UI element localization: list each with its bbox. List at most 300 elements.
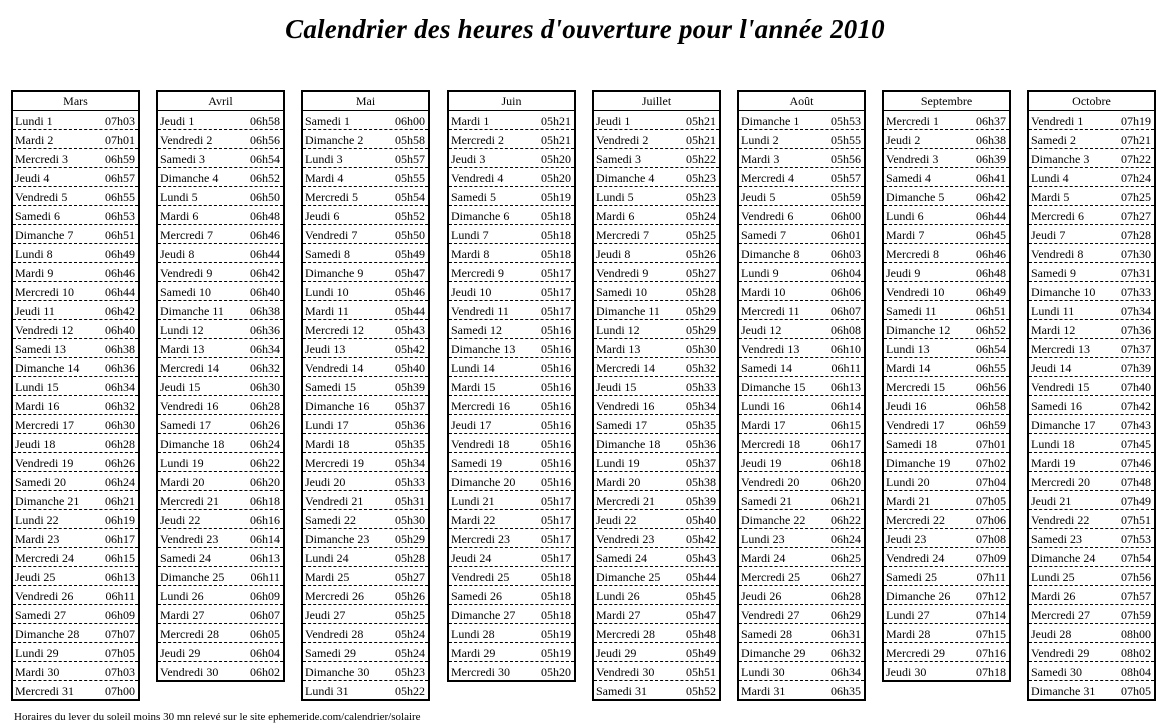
opening-time: 06h35	[831, 684, 861, 698]
day-label: Mardi 12	[1031, 323, 1076, 337]
opening-time: 05h23	[395, 665, 425, 679]
opening-time: 06h08	[831, 323, 861, 337]
day-label: Lundi 12	[596, 323, 640, 337]
day-label: Samedi 20	[15, 475, 66, 489]
day-label: Samedi 6	[15, 209, 60, 223]
day-label: Mardi 14	[886, 361, 931, 375]
opening-time: 05h38	[686, 475, 716, 489]
month-table	[301, 90, 430, 701]
footer-note: Horaires du lever du soleil moins 30 mn relevé sur le site ephemeride.com/calendrier/solaire	[14, 711, 421, 723]
opening-time: 05h55	[831, 133, 861, 147]
day-label: Vendredi 17	[886, 418, 945, 432]
day-label: Vendredi 28	[305, 627, 364, 641]
day-row	[739, 206, 864, 225]
day-row	[158, 130, 283, 149]
day-label: Samedi 12	[451, 323, 502, 337]
day-row	[739, 263, 864, 282]
day-label: Mardi 10	[741, 285, 786, 299]
day-label: Mercredi 9	[451, 266, 504, 280]
day-label: Lundi 5	[596, 190, 634, 204]
day-label: Samedi 31	[596, 684, 647, 698]
opening-time: 06h41	[976, 171, 1006, 185]
day-row	[158, 225, 283, 244]
day-label: Mardi 11	[305, 304, 349, 318]
day-label: Mardi 13	[596, 342, 641, 356]
day-row	[303, 225, 428, 244]
day-row	[449, 643, 574, 662]
day-row	[739, 168, 864, 187]
day-label: Samedi 2	[1031, 133, 1076, 147]
day-label: Mercredi 21	[160, 494, 219, 508]
day-row	[594, 396, 719, 415]
day-row	[158, 624, 283, 643]
day-label: Dimanche 11	[160, 304, 224, 318]
day-row	[739, 282, 864, 301]
day-row	[1029, 282, 1154, 301]
opening-time: 05h55	[395, 171, 425, 185]
opening-time: 05h27	[395, 570, 425, 584]
day-label: Vendredi 16	[160, 399, 219, 413]
opening-time: 05h42	[395, 342, 425, 356]
day-row	[884, 339, 1009, 358]
day-row	[303, 244, 428, 263]
day-label: Vendredi 8	[1031, 247, 1084, 261]
day-row	[739, 624, 864, 643]
day-row	[303, 396, 428, 415]
day-row	[1029, 529, 1154, 548]
opening-time: 06h49	[105, 247, 135, 261]
day-label: Vendredi 7	[305, 228, 358, 242]
opening-time: 05h25	[686, 228, 716, 242]
opening-time: 06h19	[105, 513, 135, 527]
day-row	[449, 510, 574, 529]
opening-time: 05h46	[395, 285, 425, 299]
opening-time: 06h38	[976, 133, 1006, 147]
day-label: Samedi 15	[305, 380, 356, 394]
opening-time: 07h34	[1121, 304, 1151, 318]
day-row	[13, 149, 138, 168]
day-row	[1029, 358, 1154, 377]
day-row	[303, 586, 428, 605]
opening-time: 05h35	[395, 437, 425, 451]
opening-time: 06h20	[250, 475, 280, 489]
day-label: Mercredi 26	[305, 589, 364, 603]
day-row	[739, 415, 864, 434]
day-label: Vendredi 13	[741, 342, 800, 356]
day-label: Mercredi 24	[15, 551, 74, 565]
day-row	[594, 472, 719, 491]
day-label: Mardi 22	[451, 513, 496, 527]
day-label: Jeudi 25	[15, 570, 56, 584]
day-label: Dimanche 24	[1031, 551, 1096, 565]
opening-time: 07h59	[1121, 608, 1151, 622]
day-row	[13, 510, 138, 529]
opening-time: 05h37	[395, 399, 425, 413]
day-label: Lundi 25	[1031, 570, 1075, 584]
day-row	[884, 130, 1009, 149]
day-row	[13, 605, 138, 624]
day-row	[594, 453, 719, 472]
day-row	[739, 377, 864, 396]
opening-time: 05h30	[686, 342, 716, 356]
day-label: Vendredi 26	[15, 589, 74, 603]
day-row	[1029, 567, 1154, 586]
opening-time: 07h05	[976, 494, 1006, 508]
opening-time: 06h26	[105, 456, 135, 470]
opening-time: 06h46	[105, 266, 135, 280]
day-label: Vendredi 10	[886, 285, 945, 299]
day-row	[739, 548, 864, 567]
day-row	[594, 225, 719, 244]
opening-time: 07h03	[105, 665, 135, 679]
opening-time: 07h30	[1121, 247, 1151, 261]
day-label: Jeudi 8	[160, 247, 195, 261]
day-label: Vendredi 4	[451, 171, 504, 185]
page-title: Calendrier des heures d'ouverture pour l'année 2010	[285, 14, 885, 44]
day-label: Mercredi 3	[15, 152, 68, 166]
day-label: Samedi 25	[886, 570, 937, 584]
opening-time: 07h46	[1121, 456, 1151, 470]
day-row	[594, 548, 719, 567]
day-label: Dimanche 1	[741, 114, 800, 128]
day-label: Dimanche 5	[886, 190, 945, 204]
day-row	[1029, 377, 1154, 396]
day-row	[449, 225, 574, 244]
opening-time: 07h28	[1121, 228, 1151, 242]
day-label: Vendredi 14	[305, 361, 364, 375]
day-row	[1029, 605, 1154, 624]
day-label: Jeudi 4	[15, 171, 50, 185]
day-label: Mercredi 14	[160, 361, 219, 375]
day-label: Dimanche 21	[15, 494, 80, 508]
day-label: Lundi 21	[451, 494, 495, 508]
opening-time: 07h03	[105, 114, 135, 128]
day-row	[13, 643, 138, 662]
day-label: Mardi 27	[160, 608, 205, 622]
day-label: Jeudi 13	[305, 342, 346, 356]
day-label: Jeudi 2	[886, 133, 921, 147]
opening-time: 05h36	[686, 437, 716, 451]
day-row	[13, 491, 138, 510]
day-row	[739, 681, 864, 699]
day-row	[158, 301, 283, 320]
day-row	[1029, 681, 1154, 699]
day-row	[449, 206, 574, 225]
day-label: Jeudi 20	[305, 475, 346, 489]
day-row	[1029, 111, 1154, 130]
day-row	[1029, 206, 1154, 225]
day-row	[449, 662, 574, 680]
day-row	[594, 244, 719, 263]
opening-time: 07h43	[1121, 418, 1151, 432]
opening-time: 05h17	[541, 494, 571, 508]
day-label: Mardi 6	[160, 209, 199, 223]
day-row	[13, 282, 138, 301]
day-label: Vendredi 24	[886, 551, 945, 565]
day-row	[1029, 187, 1154, 206]
opening-time: 05h28	[395, 551, 425, 565]
month-header: Juillet	[594, 92, 719, 111]
day-row	[739, 358, 864, 377]
day-label: Samedi 24	[596, 551, 647, 565]
opening-time: 05h58	[395, 133, 425, 147]
opening-time: 06h17	[105, 532, 135, 546]
day-label: Mardi 1	[451, 114, 490, 128]
day-label: Mercredi 6	[1031, 209, 1084, 223]
day-label: Vendredi 20	[741, 475, 800, 489]
day-label: Jeudi 8	[596, 247, 631, 261]
opening-time: 06h06	[831, 285, 861, 299]
day-label: Mardi 20	[160, 475, 205, 489]
day-row	[158, 149, 283, 168]
opening-time: 05h20	[541, 171, 571, 185]
day-label: Jeudi 9	[886, 266, 921, 280]
day-label: Vendredi 25	[451, 570, 510, 584]
day-row	[158, 643, 283, 662]
opening-time: 05h50	[395, 228, 425, 242]
opening-time: 06h22	[250, 456, 280, 470]
opening-time: 07h45	[1121, 437, 1151, 451]
day-row	[158, 548, 283, 567]
opening-time: 06h55	[976, 361, 1006, 375]
day-label: Mardi 30	[15, 665, 60, 679]
opening-time: 05h52	[395, 209, 425, 223]
opening-time: 06h38	[250, 304, 280, 318]
day-row	[884, 320, 1009, 339]
day-label: Vendredi 30	[160, 665, 219, 679]
day-label: Lundi 29	[15, 646, 59, 660]
day-label: Vendredi 16	[596, 399, 655, 413]
day-row	[303, 130, 428, 149]
day-row	[594, 605, 719, 624]
day-label: Mercredi 17	[15, 418, 74, 432]
day-label: Vendredi 30	[596, 665, 655, 679]
day-label: Lundi 26	[160, 589, 204, 603]
day-label: Vendredi 12	[15, 323, 74, 337]
day-row	[449, 529, 574, 548]
opening-time: 05h18	[541, 247, 571, 261]
day-label: Dimanche 29	[741, 646, 806, 660]
day-label: Jeudi 30	[886, 665, 927, 679]
day-row	[158, 339, 283, 358]
day-label: Lundi 18	[1031, 437, 1075, 451]
opening-time: 06h00	[831, 209, 861, 223]
opening-time: 05h32	[686, 361, 716, 375]
opening-time: 05h48	[686, 627, 716, 641]
day-row	[449, 377, 574, 396]
opening-time: 06h14	[250, 532, 280, 546]
opening-time: 06h46	[250, 228, 280, 242]
opening-time: 06h28	[831, 589, 861, 603]
day-row	[303, 339, 428, 358]
day-label: Vendredi 3	[886, 152, 939, 166]
opening-time: 05h16	[541, 437, 571, 451]
day-row	[449, 358, 574, 377]
opening-time: 06h29	[831, 608, 861, 622]
day-row	[158, 282, 283, 301]
day-label: Mardi 19	[1031, 456, 1076, 470]
day-row	[594, 111, 719, 130]
opening-time: 05h42	[686, 532, 716, 546]
day-row	[303, 282, 428, 301]
day-row	[449, 472, 574, 491]
day-label: Jeudi 26	[741, 589, 782, 603]
day-row	[884, 282, 1009, 301]
opening-time: 06h48	[976, 266, 1006, 280]
day-row	[158, 396, 283, 415]
day-row	[594, 491, 719, 510]
day-label: Dimanche 7	[15, 228, 74, 242]
opening-time: 05h24	[395, 646, 425, 660]
day-label: Dimanche 4	[596, 171, 655, 185]
opening-time: 05h18	[541, 589, 571, 603]
day-label: Mercredi 13	[1031, 342, 1090, 356]
day-label: Mercredi 11	[741, 304, 800, 318]
day-row	[449, 586, 574, 605]
day-row	[449, 605, 574, 624]
day-label: Lundi 24	[305, 551, 349, 565]
day-label: Jeudi 23	[886, 532, 927, 546]
day-label: Jeudi 19	[741, 456, 782, 470]
day-label: Samedi 7	[741, 228, 786, 242]
day-row	[884, 244, 1009, 263]
opening-time: 05h39	[686, 494, 716, 508]
day-row	[1029, 643, 1154, 662]
opening-time: 06h49	[976, 285, 1006, 299]
day-row	[884, 567, 1009, 586]
opening-time: 06h59	[976, 418, 1006, 432]
opening-time: 06h00	[395, 114, 425, 128]
day-label: Dimanche 16	[305, 399, 370, 413]
day-label: Vendredi 6	[741, 209, 794, 223]
day-row	[884, 491, 1009, 510]
day-row	[303, 472, 428, 491]
day-label: Mardi 15	[451, 380, 496, 394]
opening-time: 05h35	[686, 418, 716, 432]
day-label: Samedi 9	[1031, 266, 1076, 280]
day-row	[449, 567, 574, 586]
day-label: Mercredi 23	[451, 532, 510, 546]
opening-time: 05h44	[686, 570, 716, 584]
day-row	[594, 510, 719, 529]
day-label: Jeudi 6	[305, 209, 340, 223]
day-row	[449, 491, 574, 510]
opening-time: 05h17	[541, 266, 571, 280]
opening-time: 06h18	[250, 494, 280, 508]
opening-time: 07h02	[976, 456, 1006, 470]
day-label: Jeudi 24	[451, 551, 492, 565]
day-row	[303, 453, 428, 472]
day-label: Mercredi 2	[451, 133, 504, 147]
day-row	[884, 415, 1009, 434]
day-label: Dimanche 23	[305, 532, 370, 546]
day-row	[594, 624, 719, 643]
day-row	[13, 377, 138, 396]
opening-time: 07h19	[1121, 114, 1151, 128]
opening-time: 06h44	[250, 247, 280, 261]
day-label: Jeudi 21	[1031, 494, 1072, 508]
day-row	[884, 643, 1009, 662]
day-row	[884, 377, 1009, 396]
opening-time: 07h42	[1121, 399, 1151, 413]
day-row	[303, 548, 428, 567]
opening-time: 06h37	[976, 114, 1006, 128]
month-header: Juin	[449, 92, 574, 111]
day-row	[158, 320, 283, 339]
day-row	[449, 453, 574, 472]
day-label: Samedi 10	[160, 285, 211, 299]
day-row	[1029, 320, 1154, 339]
opening-time: 06h27	[831, 570, 861, 584]
opening-time: 05h34	[686, 399, 716, 413]
day-row	[594, 643, 719, 662]
day-row	[594, 187, 719, 206]
day-row	[1029, 662, 1154, 681]
day-label: Mardi 17	[741, 418, 786, 432]
opening-time: 05h57	[395, 152, 425, 166]
day-label: Mercredi 19	[305, 456, 364, 470]
month-header: Mars	[13, 92, 138, 111]
day-label: Jeudi 16	[886, 399, 927, 413]
day-row	[739, 130, 864, 149]
day-label: Jeudi 18	[15, 437, 56, 451]
day-row	[13, 453, 138, 472]
day-row	[13, 339, 138, 358]
opening-time: 05h36	[395, 418, 425, 432]
day-label: Jeudi 11	[15, 304, 55, 318]
opening-time: 05h51	[686, 665, 716, 679]
day-row	[594, 301, 719, 320]
opening-time: 07h09	[976, 551, 1006, 565]
day-label: Lundi 27	[886, 608, 930, 622]
opening-time: 06h58	[250, 114, 280, 128]
day-row	[158, 567, 283, 586]
day-label: Vendredi 5	[15, 190, 68, 204]
day-label: Mardi 20	[596, 475, 641, 489]
day-label: Jeudi 1	[596, 114, 631, 128]
day-row	[449, 434, 574, 453]
day-label: Lundi 14	[451, 361, 495, 375]
day-row	[449, 263, 574, 282]
day-row	[594, 377, 719, 396]
opening-time: 06h58	[976, 399, 1006, 413]
day-row	[449, 130, 574, 149]
day-label: Lundi 10	[305, 285, 349, 299]
day-label: Vendredi 23	[596, 532, 655, 546]
day-row	[1029, 453, 1154, 472]
opening-time: 05h43	[395, 323, 425, 337]
day-row	[884, 111, 1009, 130]
day-label: Vendredi 27	[741, 608, 800, 622]
opening-time: 06h56	[250, 133, 280, 147]
day-label: Lundi 16	[741, 399, 785, 413]
day-label: Mercredi 31	[15, 684, 74, 698]
day-row	[594, 567, 719, 586]
day-row	[303, 111, 428, 130]
day-label: Lundi 31	[305, 684, 349, 698]
day-row	[449, 415, 574, 434]
day-row	[303, 187, 428, 206]
day-label: Jeudi 14	[1031, 361, 1072, 375]
day-row	[13, 586, 138, 605]
opening-time: 06h38	[105, 342, 135, 356]
opening-time: 05h49	[395, 247, 425, 261]
day-row	[449, 168, 574, 187]
day-row	[13, 415, 138, 434]
opening-time: 06h22	[831, 513, 861, 527]
day-label: Lundi 11	[1031, 304, 1075, 318]
opening-time: 05h18	[541, 608, 571, 622]
